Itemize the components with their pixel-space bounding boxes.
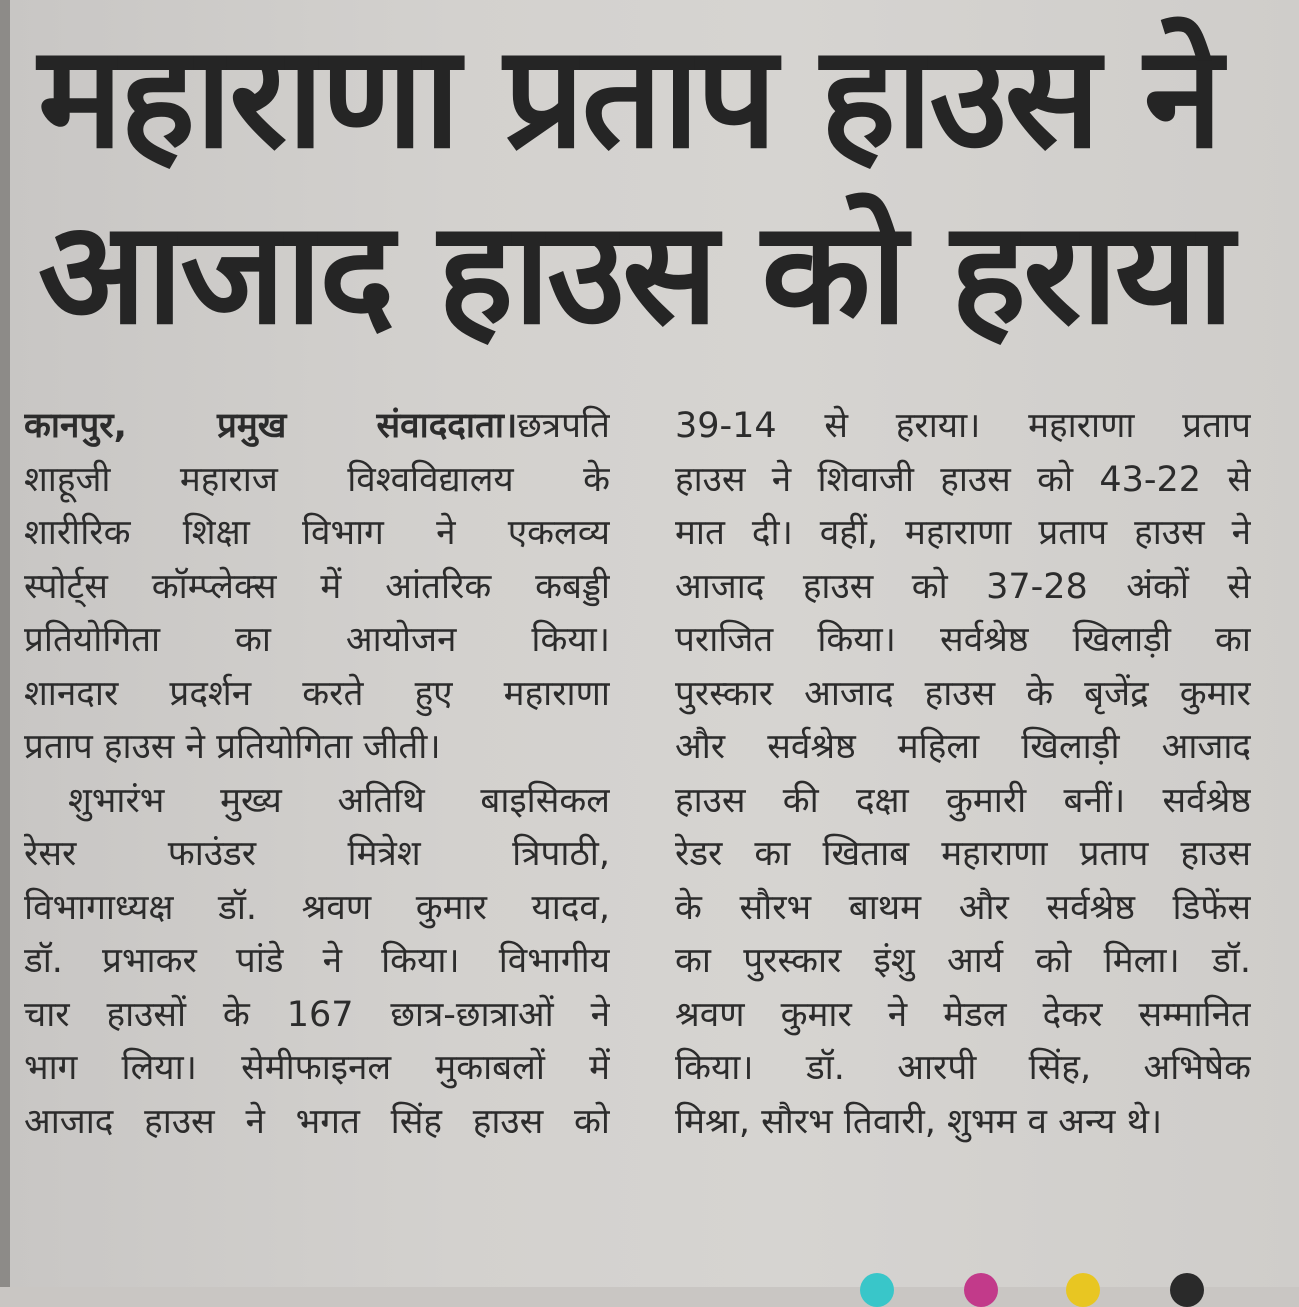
- column-line: डॉ. प्रभाकर पांडे ने किया। विभागीय: [24, 941, 610, 981]
- column-line: पराजित किया। सर्वश्रेष्ठ खिलाड़ी का: [675, 620, 1251, 660]
- headline-line-2: आजाद हाउस को हराया: [38, 191, 1232, 356]
- column-line: शानदार प्रदर्शन करते हुए महाराणा: [24, 673, 610, 714]
- column-line: प्रताप हाउस ने प्रतियोगिता जीती।: [24, 727, 441, 767]
- registration-marks: [860, 1273, 1299, 1301]
- column-line: चार हाउसों के 167 छात्र-छात्राओं ने: [24, 994, 610, 1035]
- dateline: कानपुर, प्रमुख संवाददाता।: [24, 406, 518, 446]
- column-line: आजाद हाउस ने भगत सिंह हाउस को: [24, 1101, 610, 1142]
- column-line: स्पोर्ट्स कॉम्प्लेक्स में आंतरिक कबड्डी: [24, 566, 610, 607]
- column-line: आजाद हाउस को 37-28 अंकों से: [675, 566, 1251, 607]
- column-line: किया। डॉ. आरपी सिंह, अभिषेक: [675, 1048, 1251, 1088]
- headline-line-1: महाराणा प्रताप हाउस ने: [38, 15, 1220, 180]
- registration-dot-black: [1170, 1273, 1204, 1307]
- column-line-text: छत्रपति: [517, 406, 610, 446]
- headline: [38, 10, 1278, 362]
- column-line: हाउस ने शिवाजी हाउस को 43-22 से: [675, 459, 1251, 500]
- page-edge-shadow: [0, 0, 10, 1287]
- column-line: मिश्रा, सौरभ तिवारी, शुभम व अन्य थे।: [675, 1101, 1163, 1142]
- registration-dot-magenta: [964, 1273, 998, 1307]
- column-line: 39-14 से हराया। महाराणा प्रताप: [675, 406, 1251, 446]
- column-line: और सर्वश्रेष्ठ महिला खिलाड़ी आजाद: [675, 727, 1251, 767]
- registration-dot-yellow: [1066, 1273, 1100, 1307]
- column-line: का पुरस्कार इंशु आर्य को मिला। डॉ.: [675, 941, 1251, 981]
- article-column-left: [24, 400, 610, 1149]
- article-column-right: [675, 400, 1251, 1149]
- column-line: भाग लिया। सेमीफाइनल मुकाबलों में: [24, 1048, 610, 1088]
- column-line: शारीरिक शिक्षा विभाग ने एकलव्य: [24, 513, 610, 553]
- column-line: हाउस की दक्षा कुमारी बनीं। सर्वश्रेष्ठ: [675, 780, 1251, 821]
- column-line: मात दी। वहीं, महाराणा प्रताप हाउस ने: [675, 513, 1251, 553]
- column-line: प्रतियोगिता का आयोजन किया।: [24, 620, 610, 660]
- column-line: शुभारंभ मुख्य अतिथि बाइसिकल: [68, 780, 610, 821]
- column-line: रेडर का खिताब महाराणा प्रताप हाउस: [675, 834, 1251, 874]
- registration-dot-cyan: [860, 1273, 894, 1307]
- column-line: रेसर फाउंडर मित्रेश त्रिपाठी,: [24, 834, 610, 874]
- column-line: शाहूजी महाराज विश्वविद्यालय के: [24, 459, 610, 500]
- column-line: के सौरभ बाथम और सर्वश्रेष्ठ डिफेंस: [675, 887, 1251, 928]
- column-line: [24, 400, 610, 454]
- column-line: पुरस्कार आजाद हाउस के बृजेंद्र कुमार: [675, 673, 1251, 714]
- column-line: विभागाध्यक्ष डॉ. श्रवण कुमार यादव,: [24, 887, 610, 928]
- column-line: श्रवण कुमार ने मेडल देकर सम्मानित: [675, 994, 1251, 1035]
